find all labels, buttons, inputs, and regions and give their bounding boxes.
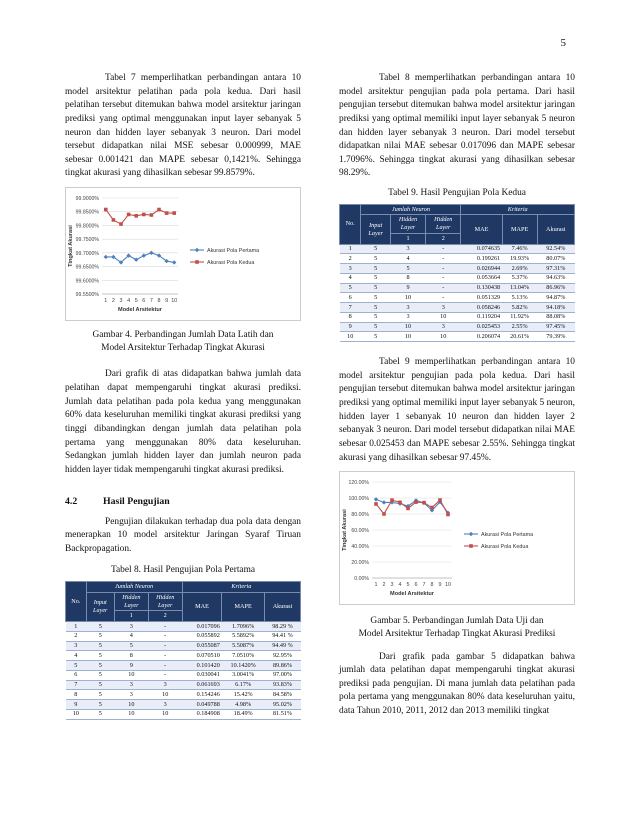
x-tick-label: 9 (165, 298, 169, 304)
legend-marker (469, 532, 473, 536)
table-cell: 3.0041% (222, 670, 265, 680)
paragraph-table7-discussion: Tabel 7 memperlihatkan perbandingan antara 10 model arsitektur pelatihan pada pola kedua. Dari hasil pelatihan tersebut ditemukan bahwa model arsitektur jaringan prediksi yang optimal menggunakan input layer sebanyak 5 neuron dan hidden layer sebanyak 3 neuron. Dari model tersebut didapatkan nilai MSE sebesar 0.000999, MAE sebesar 0.001421 dan MAPE sebesar 0,1421%. Sehingga tingkat akurasi yang dihasilkan sebesar 99.8579%. (65, 73, 301, 179)
th-no: No. (340, 204, 361, 244)
table-cell: 81.51% (265, 709, 301, 719)
table-cell: 0.053664 (461, 273, 502, 283)
figure-5-caption (339, 615, 575, 640)
y-tick-label: 60.00% (351, 528, 369, 535)
data-point (104, 208, 108, 212)
table-cell: - (426, 273, 461, 283)
table-cell: 79.39% (537, 332, 574, 342)
table-cell: 5 (86, 631, 114, 641)
table-cell: 18.49% (222, 709, 265, 719)
data-point (165, 211, 169, 215)
table-cell: 5 (86, 690, 114, 700)
data-point (134, 258, 138, 262)
x-tick-label: 7 (422, 582, 426, 589)
table-cell: 15.42% (222, 690, 265, 700)
x-tick-label: 5 (406, 582, 410, 589)
legend-label: Akurasi Pola Kedua (481, 544, 529, 551)
table-cell: 10 (426, 332, 461, 342)
table-cell: 10 (66, 709, 87, 719)
data-point (390, 499, 394, 503)
figure-5-caption-line1: Gambar 5. Perbandingan Jumlah Data Uji dan (370, 616, 544, 627)
data-point (422, 501, 426, 505)
table-cell: 0.055892 (182, 631, 222, 641)
table-cell: 5 (86, 661, 114, 671)
table-cell: 10 (114, 709, 148, 719)
table-cell: 80.07% (537, 254, 574, 264)
table-row (340, 312, 575, 322)
table-cell: - (148, 622, 182, 632)
table-cell: 0.119204 (461, 312, 502, 322)
table-cell: 10 (340, 332, 361, 342)
table-row (66, 709, 301, 719)
table-cell: 5 (86, 709, 114, 719)
x-tick-label: 1 (104, 298, 108, 304)
x-tick-label: 3 (390, 582, 394, 589)
x-tick-label: 4 (127, 298, 131, 304)
table-cell: 8 (390, 273, 425, 283)
table-cell: 5.13% (502, 293, 537, 303)
table-row (66, 690, 301, 700)
table-cell: 97.00% (265, 670, 301, 680)
y-axis-label: Tingkat Akurasi (68, 225, 74, 267)
table-cell: 94.18% (537, 303, 574, 313)
table-row (340, 273, 575, 283)
table-row (66, 651, 301, 661)
table-cell: 3 (114, 690, 148, 700)
y-tick-label: 80.00% (351, 512, 369, 519)
table-cell: 2.69% (502, 264, 537, 274)
table-cell: 94.49 % (265, 641, 301, 651)
table-cell: 0.058246 (461, 303, 502, 313)
data-point (414, 500, 418, 504)
table-row (66, 622, 301, 632)
right-column (339, 72, 575, 723)
table-cell: 9 (114, 661, 148, 671)
table-cell: - (148, 651, 182, 661)
section-number: 4.2 (65, 496, 78, 508)
th-akurasi: Akurasi (537, 215, 574, 244)
table-cell: 13.04% (502, 283, 537, 293)
legend-marker (195, 248, 199, 252)
table-cell: 97.31% (537, 264, 574, 274)
th-no: No. (66, 582, 87, 622)
table-cell: 92.54% (537, 244, 574, 254)
th-jumlah-neuron: Jumlah Neuron (86, 582, 182, 593)
table-cell: 19.93% (502, 254, 537, 264)
data-point (150, 213, 154, 217)
table-cell: 10 (148, 690, 182, 700)
table-cell: - (148, 641, 182, 651)
training-accuracy-chart (66, 188, 300, 320)
table-cell: - (426, 264, 461, 274)
table-cell: 8 (340, 312, 361, 322)
table-cell: 7 (340, 303, 361, 313)
y-tick-label: 20.00% (351, 560, 369, 567)
table-row (340, 322, 575, 332)
data-point (406, 507, 410, 511)
legend-label: Akurasi Pola Pertama (481, 532, 534, 539)
data-point (157, 208, 161, 212)
table-cell: 1 (66, 622, 87, 632)
table-cell: 5 (340, 283, 361, 293)
series-line (106, 253, 174, 263)
table-row (340, 283, 575, 293)
table-cell: 0.055087 (182, 641, 222, 651)
y-tick-label: 100.00% (348, 496, 369, 503)
table-cell: 0.051329 (461, 293, 502, 303)
x-tick-label: 1 (374, 582, 378, 589)
data-point (382, 500, 386, 504)
table-cell: 5 (66, 661, 87, 671)
legend-label: Akurasi Pola Kedua (207, 260, 255, 266)
y-tick-label: 99.5500% (75, 292, 99, 298)
table-cell: 2 (66, 631, 87, 641)
table-cell: 3 (114, 622, 148, 632)
table-cell: 5 (361, 244, 390, 254)
table-cell: 8 (114, 651, 148, 661)
table-cell: 93.83% (265, 680, 301, 690)
table-cell: 5 (86, 670, 114, 680)
x-axis-label: Model Arsitektur (390, 591, 434, 598)
table-cell: 4 (390, 254, 425, 264)
data-point (119, 222, 123, 226)
table-cell: 0.101420 (182, 661, 222, 671)
table-row (340, 332, 575, 342)
legend-marker (469, 544, 473, 548)
table-9-caption: Tabel 9. Hasil Pengujian Pola Kedua (388, 188, 526, 198)
table-row (66, 700, 301, 710)
th-hidden-1-num: 1 (114, 611, 148, 622)
th-kriteria: Kriteria (182, 582, 300, 593)
th-mape: MAPE (222, 592, 265, 621)
table-cell: 5 (361, 283, 390, 293)
left-column (65, 72, 301, 720)
table-cell: 4 (66, 651, 87, 661)
table-cell: 5 (361, 332, 390, 342)
table-cell: 5 (86, 680, 114, 690)
table-cell: 97.45% (537, 322, 574, 332)
table-cell: - (148, 631, 182, 641)
th-input-layer: Input Layer (361, 215, 390, 244)
y-tick-label: 120.00% (348, 480, 369, 487)
table-cell: 0.026944 (461, 264, 502, 274)
data-point (398, 501, 402, 505)
table-cell: 5 (361, 273, 390, 283)
table-cell: 5 (86, 622, 114, 632)
table-cell: 10 (390, 293, 425, 303)
table-9 (339, 204, 575, 343)
table-cell: 5 (86, 651, 114, 661)
data-point (382, 512, 386, 516)
paragraph-figure5-discussion: Dari grafik pada gambar 5 didapatkan bahwa jumlah data pelatihan dapat mempengaruhi tingkat akurasi prediksi pada pengujian. Di mana jumlah data pelatihan pada pola pertama yang menggunakan 80% data keseluruhan yaitu, data Tahun 2010, 2011, 2012 dan 2013 memiliki tingkat (339, 651, 575, 717)
data-point (127, 213, 131, 217)
table-cell: 9 (390, 283, 425, 293)
data-point (446, 513, 450, 517)
table-cell: 6 (340, 293, 361, 303)
table-cell: 2.55% (502, 322, 537, 332)
table-cell: 98.29 % (265, 622, 301, 632)
y-tick-label: 99.9000% (75, 196, 99, 202)
paragraph-table9-discussion: Tabel 9 memperlihatkan perbandingan antara 10 model arsitektur pengujian pada pola kedua. Dari hasil pengujian tersebut ditemukan bahwa model arsitektur jaringan prediksi yang optimal memiliki input layer sebanyak 5 neuron, hidden layer 1 sebanyak 10 neuron dan hidden layer 2 sebanyak 3 neuron. Dari model tersebut didapatkan nilai MAE sebesar 0.025453 dan MAPE sebesar 2.55%. Sehingga tingkat akurasi yang dihasilkan sebesar 97.45%. (339, 357, 575, 463)
y-tick-label: 99.8500% (75, 209, 99, 216)
x-tick-label: 8 (157, 298, 161, 304)
th-akurasi: Akurasi (265, 592, 301, 621)
paragraph-testing-intro: Pengujian dilakukan terhadap dua pola data dengan menerapkan 10 model arsitektur Jaringan Syaraf Tiruan Backpropagation. (65, 516, 301, 554)
data-point (374, 502, 378, 506)
table-cell: 3 (114, 680, 148, 690)
table-cell: 3 (426, 303, 461, 313)
data-point (430, 506, 434, 510)
table-cell: 6 (66, 670, 87, 680)
table-cell: 5 (361, 254, 390, 264)
table-cell: 3 (148, 700, 182, 710)
table-cell: 5 (86, 641, 114, 651)
th-mae: MAE (182, 592, 222, 621)
y-tick-label: 99.6500% (75, 264, 99, 271)
table-cell: 6.17% (222, 680, 265, 690)
data-point (172, 211, 176, 215)
x-tick-label: 9 (438, 582, 442, 589)
th-mape: MAPE (502, 215, 537, 244)
table-row (66, 641, 301, 651)
th-hidden-1: Hidden Layer (114, 592, 148, 611)
th-hidden-2: Hidden Layer (426, 215, 461, 234)
table-cell: 10.1420% (222, 661, 265, 671)
table-cell: 5.5892% (222, 631, 265, 641)
table-cell: 0.061693 (182, 680, 222, 690)
table-cell: 94.41 % (265, 631, 301, 641)
table-cell: 5 (361, 322, 390, 332)
table-cell: 9 (66, 700, 87, 710)
series-line (376, 500, 448, 513)
table-cell: 0.199261 (461, 254, 502, 264)
table-cell: 3 (340, 264, 361, 274)
table-row (66, 680, 301, 690)
data-point (104, 255, 108, 259)
data-point (172, 260, 176, 264)
table-cell: 0.025453 (461, 322, 502, 332)
paragraph-figure4-discussion: Dari grafik di atas didapatkan bahwa jumlah data pelatihan dapat mempengaruhi tingkat akurasi prediksi. Jumlah data pelatihan pada pola kedua yang menggunakan 60% data keseluruhan memiliki tingkat akurasi prediksi yang tinggi dibandingkan dengan jumlah data pelatihan pola pertama yang menggunakan 80% data keseluruhan. Sedangkan jumlah hidden layer dan jumlah neuron pada hidden layer tidak mempengaruhi tingkat akurasi prediksi. (65, 369, 301, 475)
section-title: Hasil Pengujian (103, 496, 170, 508)
table-cell: 7 (66, 680, 87, 690)
table-cell: 7.0510% (222, 651, 265, 661)
table-cell: 3 (390, 303, 425, 313)
table-cell: - (426, 293, 461, 303)
data-point (142, 253, 146, 257)
table-cell: 10 (114, 670, 148, 680)
y-axis-label: Tingkat Akurasi (342, 509, 348, 552)
table-cell: 5 (361, 312, 390, 322)
table-cell: - (148, 670, 182, 680)
table-cell: 84.58% (265, 690, 301, 700)
figure-4-caption (65, 329, 301, 354)
data-point (438, 498, 442, 502)
table-cell: 1.7096% (222, 622, 265, 632)
table-cell: 9 (340, 322, 361, 332)
x-tick-label: 10 (445, 582, 451, 589)
data-point (112, 218, 116, 222)
y-tick-label: 99.8000% (75, 223, 99, 230)
table-cell: 0.074635 (461, 244, 502, 254)
section-heading (65, 495, 301, 509)
table-cell: 94.63% (537, 273, 574, 283)
legend-marker (195, 260, 199, 264)
table-cell: 86.96% (537, 283, 574, 293)
paragraph-table8-discussion: Tabel 8 memperlihatkan perbandingan antara 10 model arsitektur pengujian pada pola pertama. Dari hasil pengujian tersebut ditemukan bahwa model arsitektur jaringan prediksi yang optimal memiliki input layer sebanyak 5 neuron dan hidden layer sebanyak 3 neuron. Dari model tersebut didapatkan nilai MAE sebesar 0.017096 dan MAPE sebesar 1.7096%. Sehingga tingkat akurasi yang dihasilkan sebesar 98.29%. (339, 73, 575, 179)
figure-5-caption-line2: Model Arsitektur Terhadap Tingkat Akurasi Prediksi (358, 628, 556, 639)
table-row (66, 670, 301, 680)
figure-5-chart (339, 471, 575, 605)
th-hidden-2-num: 2 (148, 611, 182, 622)
x-tick-label: 6 (142, 298, 146, 304)
table-cell: 10 (148, 709, 182, 719)
table-cell: 0.184908 (182, 709, 222, 719)
table-cell: 4 (114, 631, 148, 641)
y-tick-label: 99.7000% (75, 250, 99, 257)
table-cell: 1 (340, 244, 361, 254)
x-tick-label: 4 (398, 582, 402, 589)
table-cell: 3 (390, 312, 425, 322)
table-8-caption: Tabel 8. Hasil Pengujian Pola Pertama (110, 565, 256, 576)
table-cell: 3 (426, 322, 461, 332)
x-tick-label: 2 (382, 582, 386, 589)
table-cell: 2 (340, 254, 361, 264)
data-point (149, 251, 153, 255)
table-cell: 10 (426, 312, 461, 322)
table-cell: 5 (390, 264, 425, 274)
table-cell: 10 (390, 322, 425, 332)
table-cell: 5 (361, 264, 390, 274)
table-row (340, 293, 575, 303)
legend-label: Akurasi Pola Pertama (207, 248, 260, 254)
table-cell: 10 (114, 700, 148, 710)
table-cell: 5 (114, 641, 148, 651)
y-tick-label: 0.00% (354, 576, 369, 583)
y-tick-label: 99.6000% (75, 278, 99, 285)
table-cell: 11.92% (502, 312, 537, 322)
table-cell: 5 (361, 293, 390, 303)
y-tick-label: 99.7500% (75, 237, 99, 244)
table-cell: 0.030041 (182, 670, 222, 680)
th-hidden-2-num: 2 (426, 233, 461, 244)
table-cell: 5 (361, 303, 390, 313)
page-number: 5 (560, 37, 566, 49)
table-cell: 8 (66, 690, 87, 700)
table-cell: 0.154246 (182, 690, 222, 700)
table-cell: 5.37% (502, 273, 537, 283)
x-tick-label: 5 (134, 298, 138, 304)
th-mae: MAE (461, 215, 502, 244)
table-cell: 3 (66, 641, 87, 651)
x-tick-label: 10 (171, 298, 178, 304)
x-tick-label: 3 (119, 298, 123, 304)
table-cell: - (426, 244, 461, 254)
table-cell: 0.017096 (182, 622, 222, 632)
table-cell: 0.049788 (182, 700, 222, 710)
table-cell: 20.61% (502, 332, 537, 342)
y-tick-label: 40.00% (351, 544, 369, 551)
x-axis-label: Model Arsitektur (118, 307, 162, 313)
table-cell: 4.98% (222, 700, 265, 710)
table-cell: 0.130438 (461, 283, 502, 293)
table-cell: 7.46% (502, 244, 537, 254)
table-cell: 0.070510 (182, 651, 222, 661)
table-cell: 88.08% (537, 312, 574, 322)
table-cell: 92.95% (265, 651, 301, 661)
table-row (66, 661, 301, 671)
figure-4-caption-line2: Model Arsitektur Terhadap Tingkat Akurasi (101, 342, 265, 353)
figure-4-caption-line1: Gambar 4. Perbandingan Jumlah Data Latih dan (92, 330, 274, 340)
data-point (142, 213, 146, 217)
table-row (340, 254, 575, 264)
table-row (340, 244, 575, 254)
table-cell: - (148, 661, 182, 671)
table-8 (65, 581, 301, 720)
table-cell: 10 (390, 332, 425, 342)
table-cell: 94.87% (537, 293, 574, 303)
table-cell: 0.206074 (461, 332, 502, 342)
table-row (340, 303, 575, 313)
x-tick-label: 6 (414, 582, 418, 589)
x-tick-label: 7 (149, 298, 153, 304)
figure-4-chart (65, 187, 301, 321)
th-hidden-1-num: 1 (390, 233, 425, 244)
th-kriteria: Kriteria (461, 204, 575, 215)
table-cell: 4 (340, 273, 361, 283)
x-tick-label: 2 (111, 298, 115, 304)
testing-accuracy-chart (340, 472, 574, 604)
th-hidden-1: Hidden Layer (390, 215, 425, 234)
table-cell: 5 (86, 700, 114, 710)
table-cell: 5.82% (502, 303, 537, 313)
table-cell: 3 (148, 680, 182, 690)
th-hidden-2: Hidden Layer (148, 592, 182, 611)
table-cell: - (426, 254, 461, 264)
table-row (340, 264, 575, 274)
table-cell: 89.86% (265, 661, 301, 671)
table-cell: 5.5087% (222, 641, 265, 651)
data-point (134, 214, 138, 218)
table-cell: 3 (390, 244, 425, 254)
table-cell: 95.02% (265, 700, 301, 710)
th-input-layer: Input Layer (86, 592, 114, 621)
x-tick-label: 8 (430, 582, 434, 589)
table-row (66, 631, 301, 641)
table-cell: - (426, 283, 461, 293)
th-jumlah-neuron: Jumlah Neuron (361, 204, 461, 215)
